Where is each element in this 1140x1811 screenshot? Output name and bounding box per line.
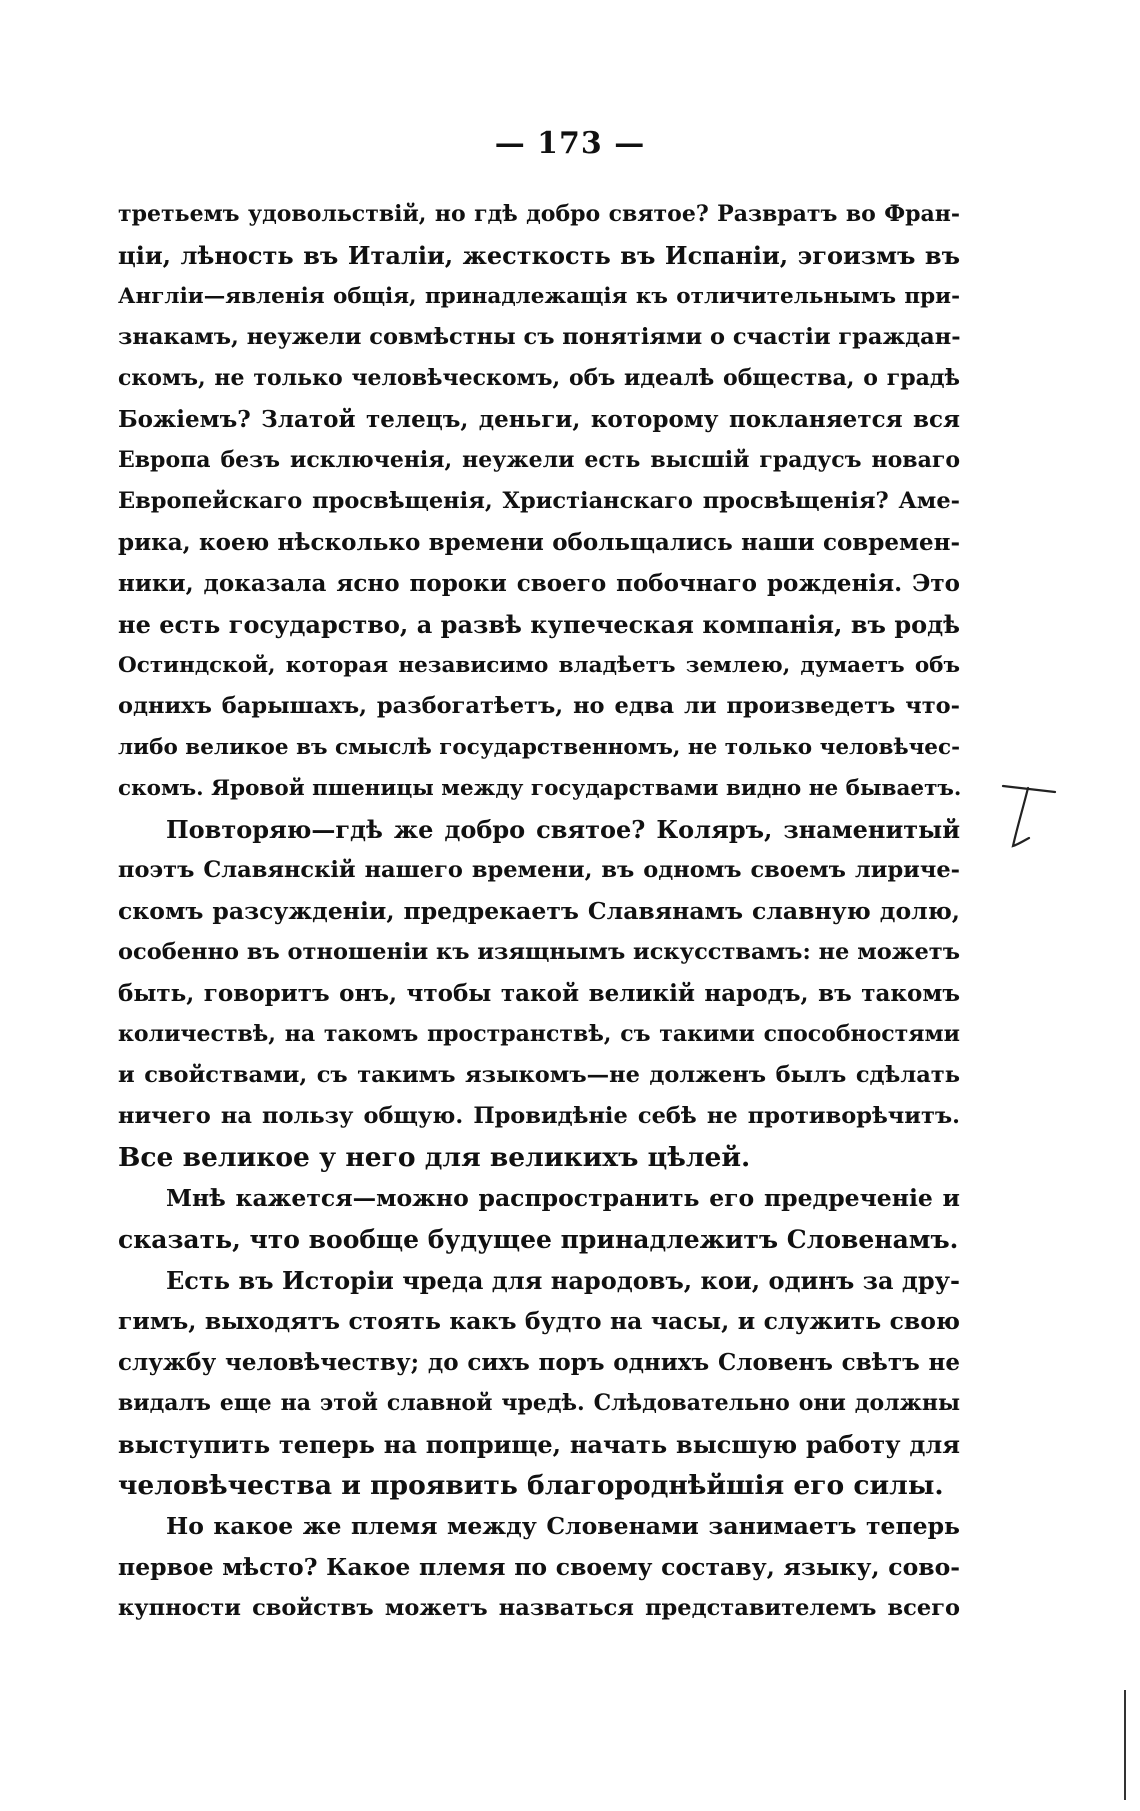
text-line: рика, коею нѣсколько времени обольщались наши современ- xyxy=(118,529,960,556)
text-line: выступить теперь на поприще, начать высшую работу для xyxy=(118,1430,960,1459)
text-line: скомъ. Яровой пшеницы между государствами видно не бываетъ. xyxy=(118,776,962,801)
text-line: не есть государство, а развѣ купеческая компанія, въ родѣ xyxy=(118,610,960,639)
text-line: быть, говоритъ онъ, чтобы такой великій народъ, въ такомъ xyxy=(118,980,960,1007)
body-text xyxy=(118,194,960,1629)
text-line: особенно въ отношеніи къ изящнымъ искусствамъ: не можетъ xyxy=(118,939,960,965)
text-line: поэтъ Славянскій нашего времени, въ одномъ своемъ лириче- xyxy=(118,857,960,883)
text-line: гимъ, выходятъ стоять какъ будто на часы, и служить свою xyxy=(118,1307,960,1335)
text-line: Мнѣ кажется—можно распространить его предреченіе и xyxy=(166,1184,960,1212)
text-line: однихъ барышахъ, разбогатѣетъ, но едва ли произведетъ что- xyxy=(118,693,960,719)
handwritten-margin-mark xyxy=(995,778,1065,858)
text-line: службу человѣчеству; до сихъ поръ однихъ Словенъ свѣтъ не xyxy=(118,1349,960,1376)
text-line: Есть въ Исторіи чреда для народовъ, кои, одинъ за дру- xyxy=(166,1266,960,1295)
page-edge-line xyxy=(1124,1690,1126,1800)
text-line: ники, доказала ясно пороки своего побочнаго рожденія. Это xyxy=(118,570,960,597)
text-line: человѣчества и проявить благороднѣйшія его силы. xyxy=(118,1470,944,1501)
text-line: Англіи—явленія общія, принадлежащія къ отличительнымъ при- xyxy=(118,284,960,309)
text-line: ничего на пользу общую. Провидѣніе себѣ не противорѣчитъ. xyxy=(118,1103,960,1129)
text-line: знакамъ, неужели совмѣстны съ понятіями о счастіи граждан- xyxy=(118,324,961,350)
text-line: Но какое же племя между Словенами занимаетъ теперь xyxy=(166,1512,960,1540)
text-line: Остиндской, которая независимо владѣетъ землею, думаетъ объ xyxy=(118,653,960,678)
text-line: Европейскаго просвѣщенія, Христіанскаго просвѣщенія? Аме- xyxy=(118,488,960,514)
text-line: ціи, лѣность въ Италіи, жесткость въ Испаніи, эгоизмъ въ xyxy=(118,241,960,270)
text-line: купности свойствъ можетъ назваться представителемъ всего xyxy=(118,1595,960,1621)
text-line: Повторяю—гдѣ же добро святое? Коляръ, знаменитый xyxy=(166,815,960,844)
text-line: третьемъ удовольствій, но гдѣ добро святое? Развратъ во Фран- xyxy=(118,201,960,227)
text-line: либо великое въ смыслѣ государственномъ, не только человѣчес- xyxy=(118,735,960,760)
text-line: первое мѣсто? Какое племя по своему составу, языку, сово- xyxy=(118,1553,960,1581)
text-line: сказать, что вообще будущее принадлежитъ Словенамъ. xyxy=(118,1225,959,1254)
text-line: Божіемъ? Златой телецъ, деньги, которому покланяется вся xyxy=(118,406,960,433)
text-line: и свойствами, съ такимъ языкомъ—не долженъ былъ сдѣлать xyxy=(118,1062,960,1088)
text-line: скомъ разсужденіи, предрекаетъ Славянамъ славную долю, xyxy=(118,897,960,925)
text-line: видалъ еще на этой славной чредѣ. Слѣдовательно они должны xyxy=(118,1390,960,1416)
text-line: количествѣ, на такомъ пространствѣ, съ такими способностями xyxy=(118,1021,960,1047)
text-line: Европа безъ исключенія, неужели есть высшій градусъ новаго xyxy=(118,447,960,473)
text-line: скомъ, не только человѣческомъ, объ идеалѣ общества, о градѣ xyxy=(118,365,960,391)
text-line: Все великое у него для великихъ цѣлей. xyxy=(118,1142,751,1173)
page-number: — 173 — xyxy=(494,126,646,161)
